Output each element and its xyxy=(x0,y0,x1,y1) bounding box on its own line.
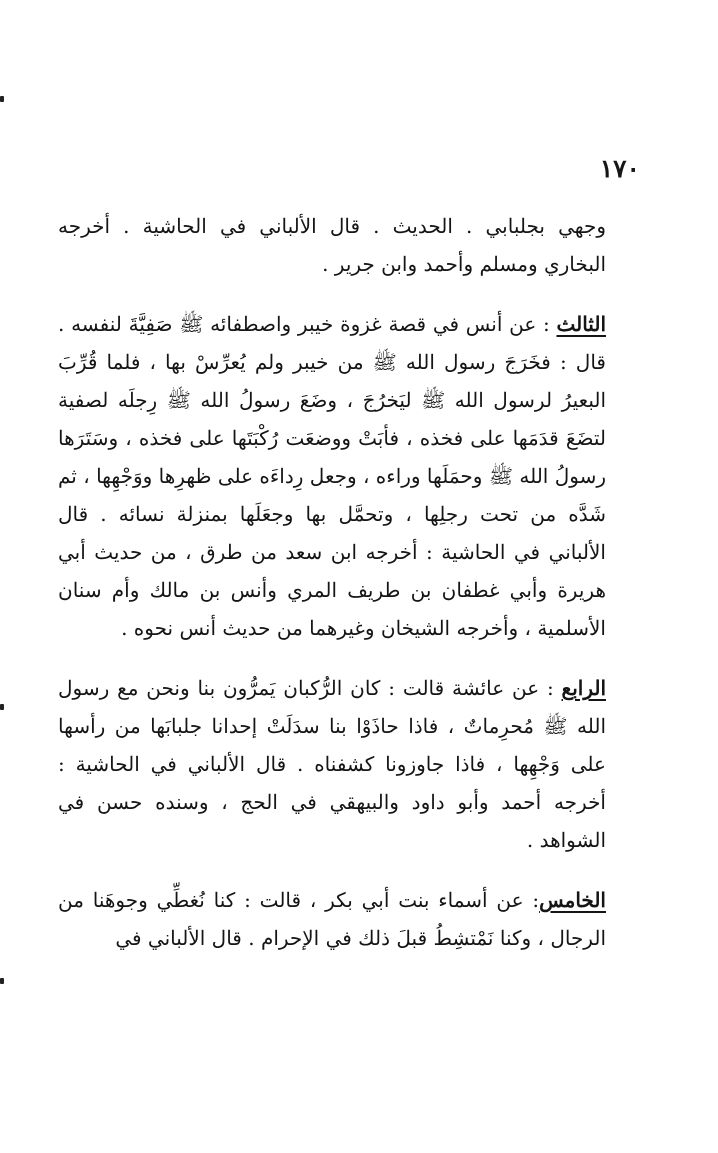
page-number: ١٧٠ xyxy=(599,154,640,183)
paragraph-text: : عن عائشة قالت : كان الرُّكبان يَمرُّون بنا ونحن مع رسول الله ﷺ مُحرِماتٌ ، فاذا حاذَوْا بنا سدَلَتْ إحدانا جلبابَها من رأسها على وَجْهِها ، فاذا جاوزونا كشفناه . قال الألباني في الحاشية : أخرجه أحمد وأبو داود والبيهقي في الحج ، وسنده حسن في الشواهد . xyxy=(58,676,606,852)
paragraph-text: : عن أسماء بنت أبي بكر ، قالت : كنا نُغطِّي وجوهَنا من الرجال ، وكنا نَمْتشِطُ قبلَ ذلك في الإحرام . قال الألباني في xyxy=(58,888,606,950)
paragraph xyxy=(58,669,606,859)
section-heading: الخامس xyxy=(539,888,606,912)
paragraph xyxy=(58,881,606,957)
paragraph-text: : عن أنس في قصة غزوة خيبر واصطفائه ﷺ صَفِيَّةَ لنفسه . قال : فخَرَجَ رسول الله ﷺ من خيبر ولم يُعرِّسْ بها ، فلما قُرِّبَ البعيرُ لرسول الله ﷺ ليَخرُجَ ، وضَعَ رسولُ الله ﷺ رِجلَه لصفية لتضَعَ قدَمَها على فخذه ، فأبَتْ ووضعَت رُكْبَتَها على فخذه ، وسَتَرَها رسولُ الله ﷺ وحمَلَها وراءه ، وجعل رِداءَه على ظهرِها ووَجْهِها ، ثم شَدَّه من تحت رجلِها ، وتحمَّل بها وجعَلَها بمنزلة نسائه . قال الألباني في الحاشية : أخرجه ابن سعد من طرق ، من حديث أبي هريرة وأبي غطفان بن طريف المري وأنس بن مالك وأم سنان الأسلمية ، وأخرجه الشيخان وغيرهما من حديث أنس نحوه . xyxy=(58,312,606,640)
page-body xyxy=(58,207,606,957)
paragraph xyxy=(58,305,606,647)
paragraph-text: وجهي بجلبابي . الحديث . قال الألباني في الحاشية . أخرجه البخاري ومسلم وأحمد وابن جرير . xyxy=(58,214,606,276)
scan-edge-mark xyxy=(0,978,4,984)
section-heading: الرابع xyxy=(561,676,606,700)
section-heading: الثالث xyxy=(556,312,606,336)
paragraph xyxy=(58,207,606,283)
scan-edge-mark xyxy=(0,96,4,102)
scan-edge-mark xyxy=(0,704,4,710)
